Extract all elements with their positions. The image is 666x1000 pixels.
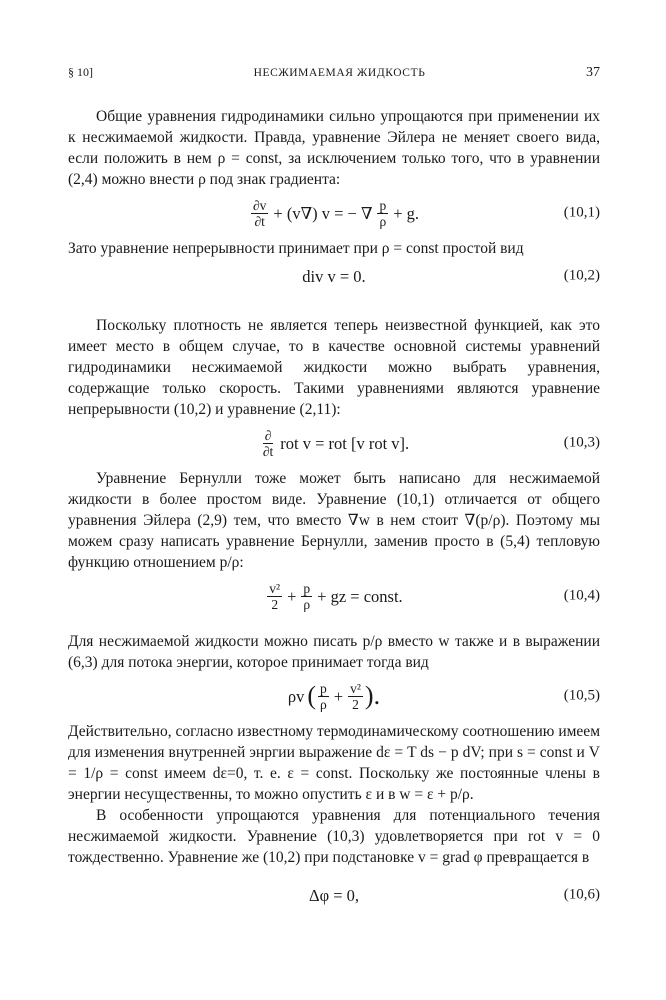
paragraph-5: Для несжимаемой жидкости можно писать p/ρ вместо w также и в выражении (6,3) для потока энергии, которое принимает тогда вид: [68, 633, 600, 671]
paragraph-3: Поскольку плотность не является теперь неизвестной функцией, как это имеет место в общем случае, то в качестве основной системы уравнений гидродинамики несжимаемой жидкости можно выбрать уравнения, содержащие только скорость. Такими уравнениями являются уравнение непрерывности (10,2) и уравнение (2,11):: [68, 317, 600, 418]
equation-10-6: Δφ = 0, (10,6): [308, 885, 600, 905]
equation-10-2: div v = 0. (10,2): [302, 266, 600, 286]
paragraph-7: В особенности упрощаются уравнения для потенциального течения несжимаемой жидкости. Уравнение (10,3) удовлетворяется при rot v = 0 тождественно. Уравнение же (10,2) при подстановке v = grad φ превращается в: [68, 807, 600, 866]
fraction-v2-2: $\frac{\text{v²}}{2}$: [350, 680, 361, 712]
fraction-p-rho: $\frac{p}{\rho}$: [379, 197, 387, 229]
equation-number: (10,3): [563, 434, 600, 451]
paragraph-2: Зато уравнение непрерывности принимает при ρ = const простой вид: [68, 240, 524, 257]
paragraph-1: Общие уравнения гидродинамики сильно упрощаются при применении их к несжимаемой жидкости. Правда, уравнение Эйлера не меняет своего вида, если положить в нем ρ = const, за исключением только того, что в уравнении (2,4) можно внести ρ под знак градиента:: [68, 108, 600, 188]
equation-10-5: ρv ( $\frac{p}{\rho}$ + $\frac{\text{v²}}{2}$ ). (10,5): [287, 680, 600, 712]
section-ref: § 10]: [68, 65, 93, 79]
equation-10-4: $\frac{\text{v²}}{2}$ + $\frac{p}{\rho}$ + gz = const. (10,4): [269, 580, 600, 612]
equation-number: (10,2): [563, 267, 600, 284]
paragraph-6: Действительно, согласно известному термодинамическому соотношению имеем для изменения внутренней энргии выражение dε = T ds − p dV; при s = const и V = 1/ρ = const имеем dε=0, т. е. ε = const. Поскольку же постоянные члены в энергии несущественны, то можно опустить ε и в w = ε + p/ρ.: [68, 723, 600, 803]
fraction-p-rho: $\frac{p}{\rho}$: [303, 580, 311, 612]
running-title: НЕСЖИМАЕМАЯ ЖИДКОСТЬ: [253, 67, 426, 79]
equation-number: (10,4): [563, 587, 600, 604]
page-header: [68, 62, 600, 84]
equation-number: (10,5): [563, 687, 600, 704]
equation-10-1: [68, 196, 600, 230]
equation-number: (10,6): [563, 886, 600, 903]
eq4-rest: + gz = const.: [317, 586, 403, 606]
page-number: 37: [585, 65, 600, 80]
fraction-v2-2: $\frac{\text{v²}}{2}$: [269, 580, 281, 612]
fraction-p-rho: $\frac{p}{\rho}$: [320, 680, 327, 712]
eq1-middle: + (v∇) v = − ∇: [273, 203, 373, 223]
fraction-dv-dt: $\frac{\partial v}{\partial t}$: [252, 197, 267, 229]
fraction-d-dt: $\frac{\partial}{\partial t}$: [262, 427, 274, 459]
equation-10-3: [68, 426, 600, 460]
eq1-end: + g.: [393, 203, 420, 223]
paragraph-4: Уравнение Бернулли тоже может быть написано для несжимаемой жидкости в более простом виде. Уравнение (10,1) отличается от общего уравнения Эйлера (2,9) тем, что вместо ∇w в нем стоит ∇(p/ρ). Поэтому мы можем сразу написать уравнение Бернулли, заменив просто в (5,4) тепловую функцию отношением p/ρ:: [68, 470, 600, 571]
equation-number: (10,1): [563, 204, 600, 221]
eq3-rest: rot v = rot [v rot v].: [280, 433, 410, 453]
